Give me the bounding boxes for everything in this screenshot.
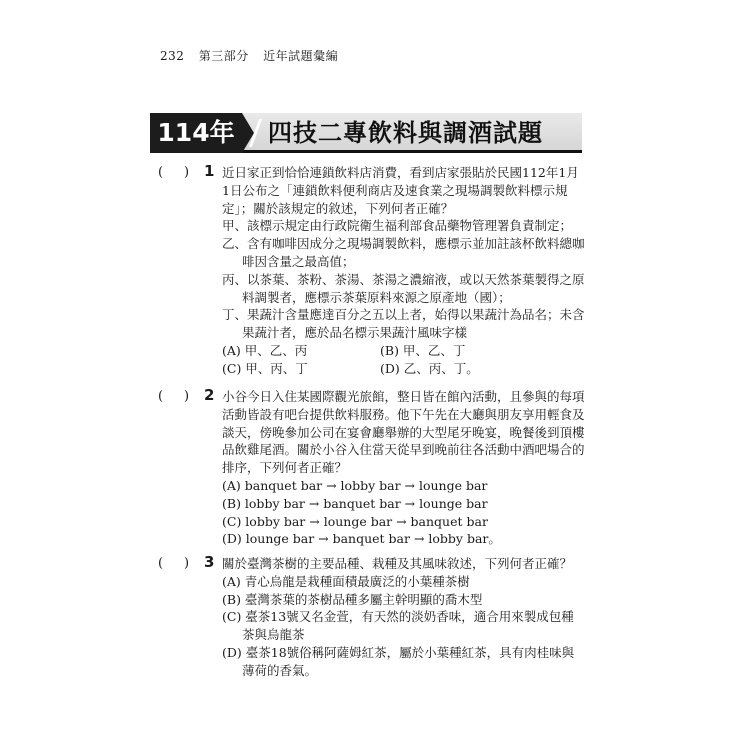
page-number: 232 <box>160 49 185 63</box>
question-stem: 關於臺灣茶樹的主要品種、栽種及其風味敘述，下列何者正確？ <box>222 556 573 571</box>
question-number: 2 <box>204 386 215 404</box>
option-b: (B) 甲、乙、丁 <box>380 342 466 358</box>
statement-item: 丁、果蔬汁含量應達百分之五以上者，始得以果蔬汁為品名；未含果蔬汁者，應於品名標示果蔬汁風味字樣 <box>222 307 585 341</box>
option-c: (C) 臺茶13號又名金萱，有天然的淡奶香味，適合用來製成包種茶與烏龍茶 <box>222 609 574 643</box>
chapter-title-band <box>150 113 582 153</box>
option-b: (B) 臺灣茶葉的茶樹品種多屬主幹明顯的喬木型 <box>222 591 483 607</box>
statement-item: 丙、以茶葉、茶粉、茶湯、茶湯之濃縮液，或以天然茶葉製得之原料調製者，應標示茶葉原料來源之原產地（國）； <box>222 271 585 305</box>
question-stem: 近日家正到恰恰連鎖飲料店消費，看到店家張貼於民國112年1月1日公布之「連鎖飲料便利商店及速食業之現場調製飲料標示規定」；關於該規定的敘述，下列何者正確？ <box>222 165 579 216</box>
question-body <box>222 388 586 548</box>
part-label: 第三部分 <box>198 49 249 63</box>
question-body <box>222 164 586 378</box>
option-d: (D) 乙、丙、丁。 <box>380 360 479 376</box>
chevron-divider-icon <box>242 113 254 153</box>
section-label: 近年試題彙編 <box>263 49 339 63</box>
option-a: (A) 青心烏龍是栽種面積最廣泛的小葉種茶樹 <box>222 573 470 589</box>
options-grid <box>222 342 586 378</box>
option-a: (A) banquet bar → lobby bar → lounge bar <box>222 477 488 493</box>
title-year: 114年 <box>150 113 242 153</box>
question-number: 3 <box>204 553 215 571</box>
option-c: (C) 甲、丙、丁 <box>222 360 308 376</box>
option-d: (D) 臺茶18號俗稱阿薩姆紅茶，屬於小葉種紅茶，具有肉桂味與薄荷的香氣。 <box>222 644 575 678</box>
statement-item: 甲、該標示規定由行政院衛生福利部食品藥物管理署負責制定； <box>222 218 573 234</box>
option-c: (C) lobby bar → lounge bar → banquet bar <box>222 513 488 529</box>
question-body <box>222 555 586 680</box>
option-b: (B) lobby bar → banquet bar → lounge bar <box>222 495 488 511</box>
option-d: (D) lounge bar → banquet bar → lobby bar。 <box>222 531 501 547</box>
question-stem: 小谷今日入住某國際觀光旅館，整日皆在館內活動，且參與的每項活動皆設有吧台提供飲料服務。他下午先在大廳與朋友享用輕食及談天，傍晚參加公司在宴會廳舉辦的大型尾牙晚宴，晚餐後到頂樓品飲雞尾酒。關於小谷入住當天從早到晚前往各活動中酒吧場合的排序，下列何者正確？ <box>222 389 585 476</box>
page-title: 四技二專飲料與調酒試題 <box>268 119 543 147</box>
option-a: (A) 甲、乙、丙 <box>222 342 308 358</box>
running-head <box>160 47 348 64</box>
statement-item: 乙、含有咖啡因成分之現場調製飲料，應標示並加註該杯飲料總咖啡因含量之最高值； <box>222 236 585 269</box>
question-number: 1 <box>204 162 215 180</box>
